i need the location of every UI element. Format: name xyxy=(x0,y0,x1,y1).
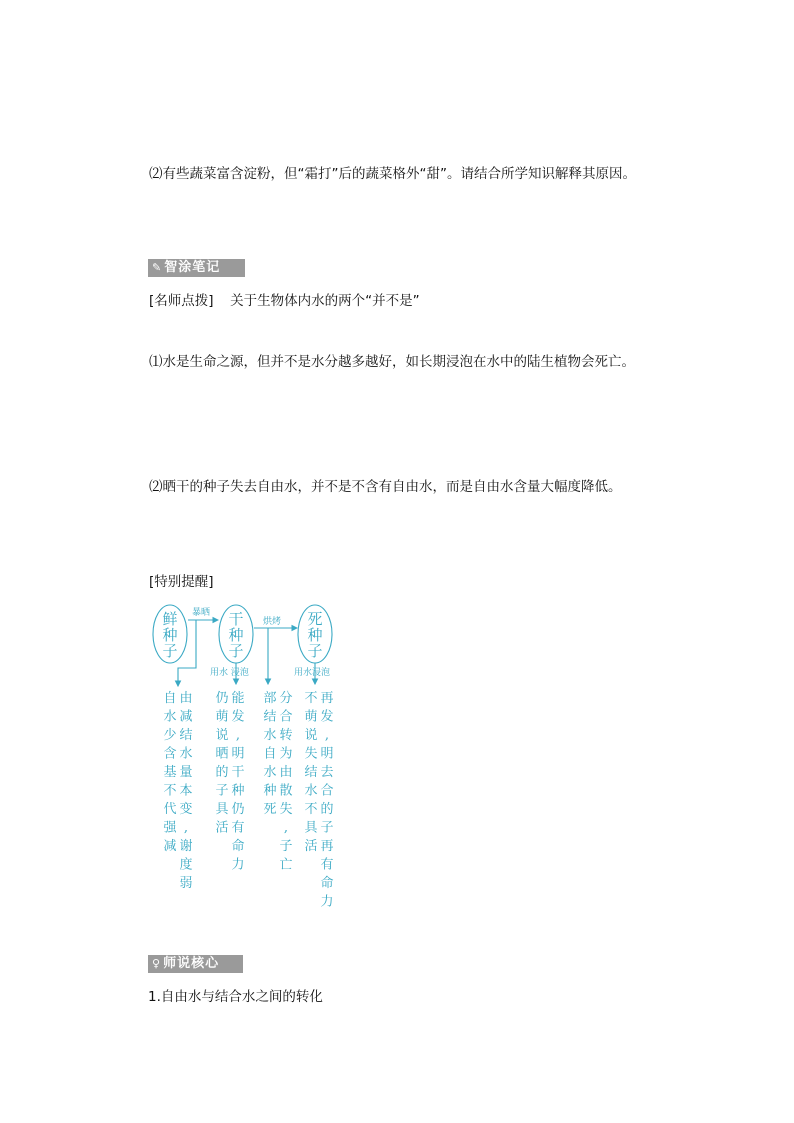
column-3-0-char-6: 不 xyxy=(304,802,318,817)
column-1-0-char-2: 说 xyxy=(215,728,229,743)
node-2-char-2: 子 xyxy=(307,642,323,660)
column-2-0-char-5: 种 xyxy=(263,783,277,799)
column-3-0-char-7: 具 xyxy=(304,820,318,836)
column-0-1-char-9: 度 xyxy=(179,857,193,873)
explanation-columns xyxy=(163,690,333,910)
column-2-1-char-8: 子 xyxy=(279,839,293,854)
column-0-0-char-4: 基 xyxy=(163,765,177,780)
column-2-0-char-4: 水 xyxy=(263,765,277,780)
special-reminder-label: [特别提醒] xyxy=(149,574,214,590)
column-2-0-char-1: 结 xyxy=(263,709,277,725)
seed-water-diagram xyxy=(148,600,348,910)
column-1-1-char-4: 干 xyxy=(231,765,245,780)
column-1-1-char-8: 命 xyxy=(231,839,245,854)
column-0-0-char-6: 代 xyxy=(163,802,177,817)
column-1-0-char-7: 活 xyxy=(215,820,229,836)
column-2-1-char-3: 为 xyxy=(279,746,293,762)
core-badge-label: 师说核心 xyxy=(163,956,220,971)
column-1-1-char-6: 仍 xyxy=(231,802,245,817)
teacher-icon: ♀ xyxy=(152,957,162,970)
column-3-1-char-4: 去 xyxy=(320,765,334,780)
column-3-1-char-0: 再 xyxy=(320,691,334,706)
column-0-0-char-8: 减 xyxy=(163,839,177,854)
column-3-0-char-1: 萌 xyxy=(304,709,318,725)
column-2-0-char-0: 部 xyxy=(263,691,277,706)
column-1-0-char-6: 具 xyxy=(215,802,229,817)
column-2-1-char-6: 失 xyxy=(279,802,293,817)
column-2-1-char-4: 由 xyxy=(279,765,293,780)
column-3-1-char-2: , xyxy=(324,728,330,743)
column-3-1-char-9: 有 xyxy=(320,857,334,873)
column-3-1-char-8: 再 xyxy=(320,839,334,854)
column-3-1-char-6: 的 xyxy=(320,802,334,817)
column-0-0-char-7: 强 xyxy=(163,820,177,836)
column-0-1-char-0: 由 xyxy=(179,691,193,706)
column-3-0-char-5: 水 xyxy=(304,783,318,799)
column-3-1-char-7: 子 xyxy=(320,820,334,836)
column-3-1-char-3: 明 xyxy=(320,746,334,762)
column-3-0-char-0: 不 xyxy=(304,691,318,706)
column-3-1-char-10: 命 xyxy=(320,876,334,891)
column-0-1-char-2: 结 xyxy=(179,728,193,743)
node-1-char-2: 子 xyxy=(228,642,244,660)
column-3-1-char-1: 发 xyxy=(320,709,334,725)
node-2-char-1: 种 xyxy=(307,626,323,644)
node-2-char-0: 死 xyxy=(307,610,323,628)
section-1-title: 1.自由水与结合水之间的转化 xyxy=(148,989,323,1005)
column-3-0-char-2: 说 xyxy=(304,728,318,743)
node-0-char-1: 种 xyxy=(162,626,178,644)
column-0-1-char-7: , xyxy=(183,820,189,836)
label-sun-dry: 暴晒 xyxy=(192,608,211,618)
column-1-1-char-9: 力 xyxy=(231,857,245,873)
core-badge xyxy=(148,955,243,973)
column-0-0-char-2: 少 xyxy=(163,728,177,743)
column-0-1-char-8: 谢 xyxy=(179,839,193,854)
column-2-1-char-9: 亡 xyxy=(279,857,293,873)
teacher-tip-label: [名师点拨] xyxy=(149,293,214,309)
column-1-1-char-1: 发 xyxy=(231,709,245,725)
teacher-tip-heading xyxy=(149,292,420,310)
column-3-1-char-11: 力 xyxy=(320,894,334,910)
pencil-icon: ✎ xyxy=(152,261,163,274)
column-0-1-char-10: 弱 xyxy=(179,876,193,891)
column-0-1-char-3: 水 xyxy=(179,746,193,762)
column-1-1-char-0: 能 xyxy=(231,691,245,706)
label-bake: 烘烤 xyxy=(263,617,282,627)
column-2-1-char-0: 分 xyxy=(279,691,293,706)
column-2-1-char-5: 散 xyxy=(279,783,293,799)
node-0-char-2: 子 xyxy=(162,642,178,660)
column-3-0-char-8: 活 xyxy=(304,839,318,854)
column-0-0-char-1: 水 xyxy=(163,709,177,725)
column-2-0-char-6: 死 xyxy=(263,802,277,817)
teacher-tip-point-2: ⑵晒干的种子失去自由水，并不是不含有自由水，而是自由水含量大幅度降低。 xyxy=(149,479,622,495)
node-0-char-0: 鲜 xyxy=(162,610,178,628)
question-2-text: ⑵有些蔬菜富含淀粉，但“霜打”后的蔬菜格外“甜”。请结合所学知识解释其原因。 xyxy=(149,166,636,182)
column-0-0-char-5: 不 xyxy=(163,783,177,799)
column-2-1-char-7: , xyxy=(283,820,289,836)
notes-badge xyxy=(148,259,245,277)
column-0-0-char-0: 自 xyxy=(163,691,177,706)
column-1-0-char-4: 的 xyxy=(215,765,229,780)
column-2-1-char-2: 转 xyxy=(279,728,293,743)
column-1-0-char-0: 仍 xyxy=(215,691,229,706)
teacher-tip-point-1: ⑴水是生命之源，但并不是水分越多越好，如长期浸泡在水中的陆生植物会死亡。 xyxy=(149,354,635,370)
column-0-1-char-4: 量 xyxy=(179,765,193,780)
column-3-1-char-5: 合 xyxy=(320,783,334,799)
label-soak-dry-seed: 用水 浸泡 xyxy=(210,668,249,678)
notes-badge-label: 智涂笔记 xyxy=(164,260,221,275)
column-1-1-char-2: , xyxy=(235,728,241,743)
column-0-1-char-5: 本 xyxy=(179,783,193,799)
column-1-1-char-7: 有 xyxy=(231,820,245,836)
column-2-0-char-2: 水 xyxy=(263,728,277,743)
column-1-1-char-5: 种 xyxy=(231,783,245,799)
column-0-1-char-6: 变 xyxy=(179,802,193,817)
column-0-0-char-3: 含 xyxy=(163,746,177,762)
column-1-0-char-5: 子 xyxy=(215,783,229,799)
node-1-char-1: 种 xyxy=(228,626,244,644)
column-1-1-char-3: 明 xyxy=(231,746,245,762)
column-2-0-char-3: 自 xyxy=(263,746,277,762)
teacher-tip-text: 关于生物体内水的两个“并不是” xyxy=(230,293,420,309)
node-1-char-0: 干 xyxy=(228,610,244,628)
label-soak-dead-seed: 用水浸泡 xyxy=(294,668,331,678)
column-0-1-char-1: 减 xyxy=(179,709,193,725)
column-3-0-char-4: 结 xyxy=(304,765,318,780)
column-2-1-char-1: 合 xyxy=(279,709,293,725)
column-1-0-char-1: 萌 xyxy=(215,709,229,725)
column-3-0-char-3: 失 xyxy=(304,746,318,762)
column-1-0-char-3: 晒 xyxy=(215,746,229,762)
